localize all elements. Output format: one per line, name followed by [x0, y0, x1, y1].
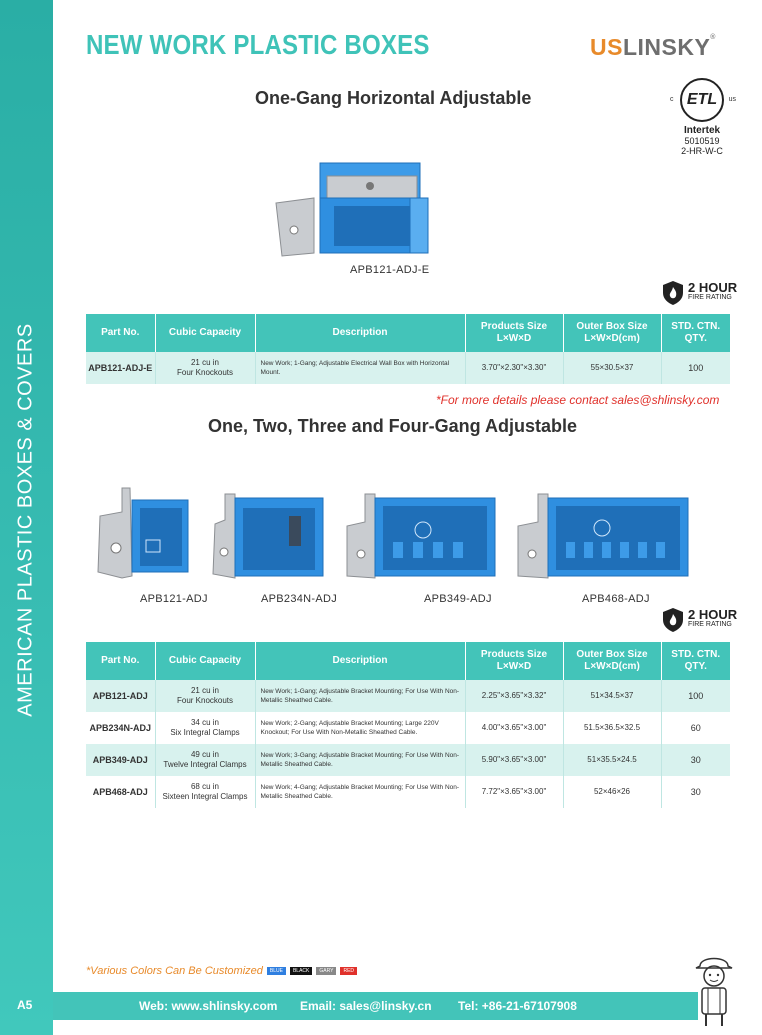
cell-part-no: APB468-ADJ: [86, 776, 155, 808]
cell-cubic-value: 49 cu in: [190, 750, 220, 759]
colors-customization-note: [86, 965, 357, 977]
fire-rating-sub: FIRE RATING: [688, 294, 732, 301]
cell-outer-box-size: 55×30.5×37: [563, 352, 661, 384]
image-label-apb349-adj: APB349-ADJ: [424, 593, 492, 605]
cell-std-ctn-qty: 30: [661, 744, 730, 776]
footer-contact-bar: [53, 992, 698, 1020]
page-title: NEW WORK PLASTIC BOXES: [86, 29, 430, 60]
product-image-apb121-adj-e: [272, 158, 442, 263]
cell-description: New Work; 4-Gang; Adjustable Bracket Mounting; For Use With Non-Metallic Sheathed Cable.: [255, 776, 465, 808]
section-title-multi-gang: One, Two, Three and Four-Gang Adjustable: [208, 416, 578, 436]
section-title-one-gang: One-Gang Horizontal Adjustable: [255, 88, 532, 108]
cell-cubic-detail: Four Knockouts: [176, 368, 234, 377]
header-products-size: [465, 642, 563, 680]
cell-cubic-capacity: [155, 776, 255, 808]
fire-rating-badge-2: [662, 607, 737, 633]
cell-cubic-value: 21 cu in: [190, 358, 220, 367]
swatch-black: BLACK: [290, 967, 312, 975]
table-header-row: [86, 642, 730, 680]
footer-web: Web: www.shlinsky.com: [139, 999, 278, 1013]
cell-cubic-value: 34 cu in: [190, 718, 220, 727]
cell-cubic-detail: Twelve Integral Clamps: [163, 760, 247, 769]
fire-rating-badge: [662, 280, 737, 306]
table-row: [86, 712, 730, 744]
footer-email: Email: sales@linsky.cn: [300, 999, 432, 1013]
cell-cubic-value: 21 cu in: [190, 686, 220, 695]
header-products-size-line1: Products Size: [480, 649, 548, 660]
image-label-apb234n-adj: APB234N-ADJ: [261, 593, 338, 605]
cell-products-size: 3.70"×2.30"×3.30": [465, 352, 563, 384]
cell-outer-box-size: 51.5×36.5×32.5: [563, 712, 661, 744]
header-part-no: Part No.: [86, 642, 155, 680]
header-outer-box-size-line2: L×W×D(cm): [584, 333, 640, 344]
cell-products-size: 5.90"×3.65"×3.00": [465, 744, 563, 776]
product-image-apb121-adj: [92, 486, 192, 581]
brand-logo-rest: LINSKY: [622, 34, 711, 60]
cell-cubic-capacity: [155, 744, 255, 776]
header-std-ctn-qty-line1: STD. CTN.: [671, 321, 721, 332]
header-outer-box-size-line1: Outer Box Size: [576, 321, 648, 332]
header-description: Description: [255, 642, 465, 680]
shield-flame-icon: [662, 607, 684, 633]
cell-cubic-detail: Six Integral Clamps: [170, 728, 240, 737]
contact-note: *For more details please contact sales@shlinsky.com: [436, 393, 720, 407]
etl-c-label: c: [670, 96, 674, 103]
header-products-size: [465, 314, 563, 352]
cell-outer-box-size: 52×46×26: [563, 776, 661, 808]
swatch-gray: GARY: [316, 967, 336, 975]
shield-flame-icon: [662, 280, 684, 306]
cell-cubic-capacity: [155, 352, 255, 384]
header-std-ctn-qty-line2: QTY.: [684, 661, 707, 672]
table-header-row: [86, 314, 730, 352]
fire-rating-main: 2 HOUR: [688, 607, 738, 622]
header-cubic-capacity: Cubic Capacity: [155, 314, 255, 352]
product-image-apb349-adj: [343, 490, 498, 582]
page-number: A5: [17, 998, 33, 1012]
brand-logo-us: US: [590, 34, 623, 60]
spec-table-2: [86, 642, 730, 808]
header-description: Description: [255, 314, 465, 352]
product-image-apb234n-adj: [207, 490, 327, 580]
header-part-no: Part No.: [86, 314, 155, 352]
swatch-blue: BLUE: [267, 967, 286, 975]
cell-cubic-detail: Sixteen Integral Clamps: [162, 792, 248, 801]
header-std-ctn-qty: [661, 642, 730, 680]
footer-tel: Tel: +86-21-67107908: [458, 999, 577, 1013]
header-products-size-line2: L×W×D: [496, 661, 532, 672]
cell-cubic-detail: Four Knockouts: [176, 696, 234, 705]
spec-table-1: [86, 314, 730, 384]
image-label-apb121-adj-e: APB121-ADJ-E: [350, 264, 430, 276]
table-row: [86, 352, 730, 384]
cell-products-size: 7.72"×3.65"×3.00": [465, 776, 563, 808]
header-outer-box-size-line2: L×W×D(cm): [584, 661, 640, 672]
cell-std-ctn-qty: 100: [661, 680, 730, 712]
cell-cubic-value: 68 cu in: [190, 782, 220, 791]
header-std-ctn-qty-line2: QTY.: [684, 333, 707, 344]
cell-std-ctn-qty: 30: [661, 776, 730, 808]
cell-cubic-capacity: [155, 680, 255, 712]
cert-brand: Intertek: [683, 125, 721, 136]
cell-part-no: APB349-ADJ: [86, 744, 155, 776]
cell-description: New Work; 3-Gang; Adjustable Bracket Mounting; For Use With Non-Metallic Sheathed Cable.: [255, 744, 465, 776]
header-outer-box-size: [563, 642, 661, 680]
cert-code: 2-HR-W-C: [681, 146, 723, 156]
etl-logo-icon: [670, 78, 736, 122]
cell-outer-box-size: 51×34.5×37: [563, 680, 661, 712]
cell-products-size: 2.25"×3.65"×3.32": [465, 680, 563, 712]
table-row: [86, 776, 730, 808]
cell-part-no: APB121-ADJ-E: [86, 352, 155, 384]
header-std-ctn-qty-line1: STD. CTN.: [671, 649, 721, 660]
etl-us-label: us: [728, 96, 736, 103]
sidebar-category-label: AMERICAN PLASTIC BOXES & COVERS: [14, 323, 37, 717]
table-row: [86, 680, 730, 712]
table-row: [86, 744, 730, 776]
etl-mark: ETL: [686, 91, 718, 108]
header-outer-box-size: [563, 314, 661, 352]
brand-logo: [590, 34, 716, 61]
cell-std-ctn-qty: 60: [661, 712, 730, 744]
cell-outer-box-size: 51×35.5×24.5: [563, 744, 661, 776]
header-std-ctn-qty: [661, 314, 730, 352]
colors-note-text: *Various Colors Can Be Customized: [86, 965, 263, 977]
cell-description: New Work; 1-Gang; Adjustable Electrical Wall Box with Horizontal Mount.: [255, 352, 465, 384]
cell-part-no: APB121-ADJ: [86, 680, 155, 712]
cell-part-no: APB234N-ADJ: [86, 712, 155, 744]
cert-number: 5010519: [684, 136, 720, 146]
image-label-apb468-adj: APB468-ADJ: [582, 593, 650, 605]
cell-description: New Work; 1-Gang; Adjustable Bracket Mounting; For Use With Non-Metallic Sheathed Cable.: [255, 680, 465, 712]
cell-cubic-capacity: [155, 712, 255, 744]
cell-products-size: 4.00"×3.65"×3.00": [465, 712, 563, 744]
etl-certification: [670, 78, 736, 156]
header-products-size-line2: L×W×D: [496, 333, 532, 344]
swatch-red: RED: [340, 967, 357, 975]
fire-rating-main: 2 HOUR: [688, 280, 738, 295]
header-outer-box-size-line1: Outer Box Size: [576, 649, 648, 660]
cell-std-ctn-qty: 100: [661, 352, 730, 384]
worker-mascot-icon: [690, 950, 738, 1030]
header-cubic-capacity: Cubic Capacity: [155, 642, 255, 680]
cell-description: New Work; 2-Gang; Adjustable Bracket Mounting; Large 220V Knockout; For Use With Non-Metallic Sheathed Cable.: [255, 712, 465, 744]
brand-registered-mark: ®: [710, 34, 716, 41]
product-image-apb468-adj: [512, 490, 692, 582]
fire-rating-sub: FIRE RATING: [688, 621, 732, 628]
header-products-size-line1: Products Size: [480, 321, 548, 332]
image-label-apb121-adj: APB121-ADJ: [140, 593, 208, 605]
